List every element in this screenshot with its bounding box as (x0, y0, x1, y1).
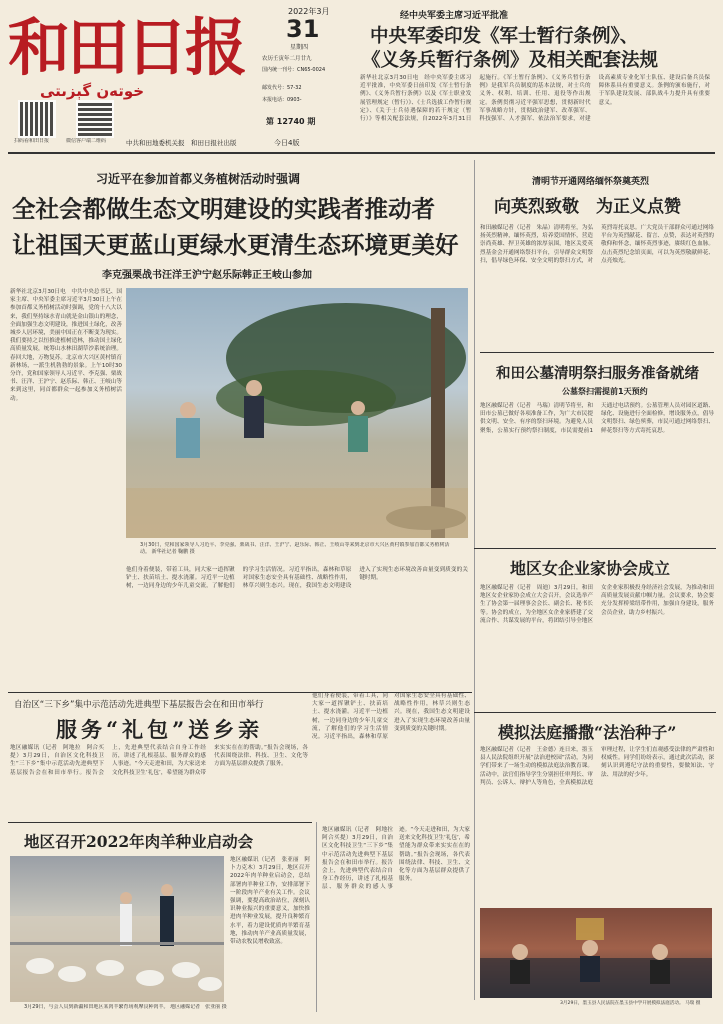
service-headline: 服务“礼包”送乡亲 (56, 717, 264, 742)
right-headline: 向英烈致敬 为正义点赞 (494, 197, 681, 217)
right-rule-1 (480, 352, 714, 353)
lead-headline-1: 全社会都做生态文明建设的实践者推动者 (12, 195, 435, 223)
qr2-caption: 微信客户端二维码 (66, 138, 107, 144)
seed-right-rule (316, 822, 317, 1012)
service-body: 地区融媒讯（记者 阿地拉 阿合买提）3月29日，自治区文化科技卫生“三下乡”集中示范活动先进典型下基层报告会在和田市举行。报告会上，先进典型代表结合自身工作经历，讲述了扎根基层、服务群众的感人事迹。“今天走进和田，为大家送来文化科技卫生‘礼包’，希望能为群众带来实实在在的帮助。”报告会现场，各代表围绕法律、科技、卫生、文化等方面为基层群众提供了服务。 (10, 745, 308, 776)
lead-right-rule (474, 160, 475, 1000)
mock-trial-photo (480, 908, 712, 998)
seed-caption: 3月29日，与会人员到新疆和田地区某肉羊繁育场观摩良种肉羊。 地区融媒记者 张亚丽 摄 (24, 1004, 227, 1010)
nv-top-rule (474, 548, 716, 549)
right-body: 和田融媒记者（记者 朱晶）清明将至，为弘扬英烈精神，缅怀英烈，培养爱国情怀，营造崇尚英雄、捍卫英雄的浓厚氛围，地区关爱英烈基金会开通网络祭扫平台，引导群众文明祭扫，倡导绿色环保、安全文明的祭扫方式，对英烈寄托哀思。广大党员干部群众可通过网络平台为英烈献花、留言、点赞，表达对英烈的敬仰和怀念，缅怀英烈事迹，赓续红色血脉。点击英烈纪念馆页面，可以为英烈敬献鲜花、点亮烛光。 (480, 225, 714, 264)
phone: 本报电话：0903- (262, 97, 302, 103)
top-kicker: 经中央军委主席习近平批准 (400, 11, 509, 21)
lead-kicker: 习近平在参加首都义务植树活动时强调 (96, 172, 301, 186)
post-code: 邮发代号：57-32 (262, 85, 302, 91)
service-body-continued: 地区融媒讯（记者 阿地拉 阿合买提）3月29日，自治区文化科技卫生“三下乡”集中示范活动先进典型下基层报告会在和田市举行。报告会上，先进典型代表结合自身工作经历，讲述了扎根基层、服务群众的感人事迹。“今天走进和田，为大家送来文化科技卫生‘礼包’，希望能为群众带来实实在在的帮助。”报告会现场，各代表围绕法律、科技、卫生、文化等方面为基层群众提供了服务。 (322, 827, 470, 891)
qr-code-2 (76, 100, 114, 138)
right-kicker: 清明节开通网络缅怀祭奠英烈 (532, 177, 650, 187)
lead-body-2: 他们身着便装，带着工具，同大家一道挥锹铲土、扶苗培土、提水浇灌。习近平一边植树，一边同身边的少年儿童交流，了解他们的学习生活情况。习近平指出，森林和草原对国家生态安全具有基础性、战略性作用，林草兴则生态兴。现在，我国生态文明建设进入了实现生态环境改善由量变到质变的关键时期。 (126, 567, 468, 590)
masthead-uyghur-title: خوتەن گېزىتى (40, 82, 145, 100)
cemetery-sub: 公墓祭扫需提前1天预约 (562, 387, 648, 396)
tree-planting-photo (126, 288, 468, 538)
seed-top-rule (8, 822, 312, 823)
lead-body-continued: 他们身着便装，带着工具，同大家一道挥锹铲土、扶苗培土、提水浇灌。习近平一边植树，一边同身边的少年儿童交流，了解他们的学习生活情况。习近平指出，森林和草原对国家生态安全具有基础性、战略性作用，林草兴则生态兴。现在，我国生态文明建设进入了实现生态环境改善由量变到质变的关键时期。 (312, 693, 470, 741)
mock-trial-caption: 3月29日，墨玉县人民法院在墨玉县中学开展模拟法庭活动。 马瑞 摄 (560, 1001, 701, 1006)
issue-number: 第 12740 期 (266, 117, 316, 126)
nv-assoc-body: 地区融媒记者（记者 周迪）3月29日，和田地区女企业家协会成立大会召开，会议选举产生了协会第一届理事会会长、副会长、秘书长等。协会的成立，为全地区女企业家搭建了交流合作、共谋发展的平台，将团结引导全地区女企业家积极投身经济社会发展，为推动和田高质量发展贡献巾帼力量。会议要求，协会要充分发挥桥梁纽带作用，加强自身建设，服务会员企业，助力乡村振兴。 (480, 585, 714, 624)
cemetery-headline: 和田公墓清明祭扫服务准备就绪 (496, 365, 699, 382)
sponsor-line: 中共和田地委机关报 和田日报社出版 (126, 139, 237, 147)
date-lunar: 农历壬寅年二月廿九 (262, 56, 312, 62)
lead-headline-2: 让祖国天更蓝山更绿水更清生态环境更美好 (12, 231, 459, 259)
date-weekday: 星期四 (290, 44, 309, 51)
qr-code-1 (18, 100, 56, 138)
masthead-rule (8, 152, 715, 154)
cemetery-body: 地区融媒记者（记者 马瑞）清明节将至，和田市公墓已做好各项准备工作，为广大市民提供文明、安全、有序的祭扫环境。为避免人员聚集，公墓实行预约祭扫制度，市民需提前1天通过电话预约。公墓管理人员对园区道路、绿化、设施进行全面检修，增设服务点，倡导文明祭扫、绿色殡葬，市民可通过网络祭扫、鲜花祭扫等方式寄托哀思。 (480, 403, 714, 434)
nv-assoc-headline: 地区女企业家协会成立 (510, 559, 671, 578)
page-count: 今日4版 (274, 139, 300, 147)
top-headline-1: 中央军委印发《军士暂行条例》、 (370, 26, 639, 47)
lead-subheadline: 李克强栗战书汪洋王沪宁赵乐际韩正王岐山参加 (102, 270, 312, 281)
top-body: 新华社北京3月30日电 经中央军委主席习近平批准，中央军委日前印发《军士暂行条例》、《义务兵暂行条例》以及《军士职业发展管理规定（暂行）》、《士兵选拔工作暂行规定》、《关于士兵待遇保障的若干规定（暂行）》等相关配套法规，自2022年3月31日起施行。《军士暂行条例》、《义务兵暂行条例》是我军兵员制度的基本法规，对士兵的义务、权利、培训、任用、退役等作出规定。条例贯彻习近平强军思想，贯彻新时代军事战略方针，贯彻政治建军、改革强军、科技强军、人才强军、依法治军要求，对建设高素质专业化军士队伍、建设后备兵员保障体系具有重要意义。条例的颁布施行，对于军队建设发展、部队战斗力提升具有重要意义。 (360, 75, 710, 123)
sheep-photo (10, 856, 224, 1002)
date-day: 31 (286, 15, 320, 43)
qr1-caption: 扫码看和田日报 (14, 138, 50, 144)
mock-top-rule (474, 712, 716, 713)
lead-body: 新华社北京3月30日电 中共中央总书记、国家主席、中央军委主席习近平3月30日上午在参加首都义务植树活动时强调，党的十八大以来，我们坚持绿水青山就是金山银山的理念，全面加强生态文明建设，推进国土绿化，改善城乡人居环境，美丽中国正在不断变为现实。我们要持之以恒推进植树造林，推动国土绿化高质量发展，统筹山水林田湖草沙系统治理。春回大地，万物复苏。北京市大兴区黄村镇育新林场，一派生机勃勃的景象。上午10时30分许，党和国家领导人习近平、李克强、栗战书、汪洋、王沪宁、赵乐际、韩正、王岐山等来到这里，同首都群众一起参加义务植树活动。 (10, 289, 122, 402)
mock-trial-headline: 模拟法庭播撒“法治种子” (498, 723, 677, 742)
mock-trial-body: 地区融媒记者（记者 王金德）连日来，墨玉县人民法院组织开展“法治进校园”活动，为同学们带来了一场生动的模拟法庭法治教育课。活动中，法官们指导学生分别担任审判长、审判员、公诉人、辩护人等角色，全真模拟法庭审理过程，让学生们直观感受法律的严肃性和权威性。同学们纷纷表示，通过此次活动，深刻认识到遵纪守法的重要性，要做知法、守法、用法的好少年。 (480, 747, 714, 786)
top-headline-2: 《义务兵暂行条例》及相关配套法规 (362, 50, 659, 71)
lead-photo-caption: 3月30日，党和国家领导人习近平、李克强、栗战书、汪洋、王沪宁、赵乐际、韩正、王岐山等来到北京市大兴区黄村镇参加首都义务植树活动。 新华社记者 鞠鹏 摄 (140, 542, 450, 555)
date-year-month: 2022年3月 (288, 7, 330, 16)
service-kicker: 自治区“三下乡”集中示范活动先进典型下基层报告会在和田市举行 (14, 700, 264, 710)
seed-body: 地区融媒讯（记者 张亚丽 阿卜力克木）3月29日，地区召开2022年肉羊种业启动会，总结部署肉羊种业工作，安排部署下一阶段肉羊产业有关工作。会议强调，要提高政治站位，深刻认识种业振兴的重要意义，加快推进肉羊种业发展，提升良种繁育水平，着力建设优质肉羊繁育基地，推动肉羊产业高质量发展，带动农牧民增收致富。 (230, 857, 310, 946)
cn-number: 国内统一刊号：CN65-0024 (262, 67, 326, 73)
seed-headline: 地区召开2022年肉羊种业启动会 (24, 832, 254, 851)
masthead-title: 和田日报 (8, 11, 245, 84)
